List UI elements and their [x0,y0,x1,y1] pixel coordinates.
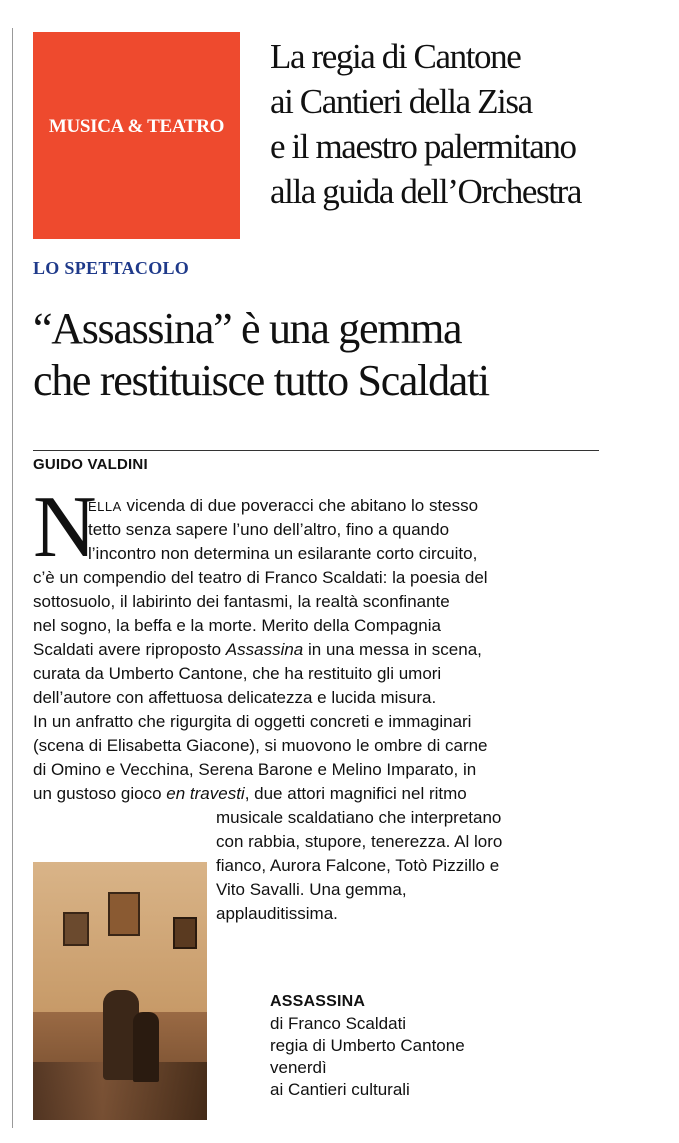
article-line: nel sogno, la beffa e la morte. Merito della Compagnia [33,616,441,635]
kicker: LO SPETTACOLO [33,258,190,278]
infobox-line: regia di Umberto Cantone [270,1036,465,1055]
article-line: con rabbia, stupore, tenerezza. Al loro [216,832,503,851]
dropcap: N [33,479,97,576]
infobox-line: di Franco Scaldati [270,1014,407,1033]
article-line: l’incontro non determina un esilarante corto circuito, [88,544,478,563]
deck [270,34,670,214]
stage-photo [33,862,207,1120]
deck-line: ai Cantieri della Zisa [270,82,532,121]
article-line: musicale scaldatiano che interpretano [216,808,502,827]
article-line [33,783,467,805]
photo-frame [173,917,197,949]
article-line: sottosuolo, il labirinto dei fantasmi, la realtà sconfinante [33,592,450,611]
deck-line: La regia di Cantone [270,37,521,76]
photo-actor [133,1012,159,1082]
article-line: curata da Umberto Cantone, che ha restituito gli umori [33,664,442,683]
byline: GUIDO VALDINI [33,456,148,473]
deck-line: e il maestro palermitano [270,127,576,166]
deck-line: alla guida dell’Orchestra [270,172,581,211]
headline-line: che restituisce tutto Scaldati [33,356,489,405]
article-line: dell’autore con affettuosa delicatezza e lucida misura. [33,688,437,707]
article-text: , due attori magnifici nel ritmo [244,784,467,803]
section-label: MUSICA & TEATRO [48,116,225,137]
photo-frame [63,912,89,946]
italic-phrase: en travesti [166,784,245,803]
headline [33,303,653,407]
divider [33,450,599,451]
infobox-line: ai Cantieri culturali [270,1080,410,1099]
article-text: un gustoso gioco [33,784,167,803]
article-line: c’è un compendio del teatro di Franco Scaldati: la poesia del [33,568,488,587]
article-text: Scaldati avere riproposto [33,640,226,659]
column-rule [12,28,13,1128]
italic-title: Assassina [225,640,304,659]
photo-frame [108,892,140,936]
section-box [33,32,240,239]
article-line: tetto senza sapere l’uno dell’altro, fino a quando [88,520,450,539]
article-line [33,639,482,661]
article-line: di Omino e Vecchina, Serena Barone e Melino Imparato, in [33,760,477,779]
article-line: fianco, Aurora Falcone, Totò Pizzillo e [216,856,500,875]
infobox-line: venerdì [270,1058,327,1077]
infobox-title: ASSASSINA [270,993,366,1010]
article-line: In un anfratto che rigurgita di oggetti concreti e immaginari [33,712,472,731]
article-line [88,495,478,518]
smallcaps-word: ELLA [88,499,122,514]
show-infobox [270,991,465,1101]
article-line: Vito Savalli. Una gemma, [216,880,407,899]
article-text: vicenda di due poveracci che abitano lo stesso [121,496,479,515]
article-text: in una messa in scena, [303,640,482,659]
headline-line: “Assassina” è una gemma [33,304,462,353]
article-line: (scena di Elisabetta Giacone), si muovono le ombre di carne [33,736,488,755]
article-line: applauditissima. [216,904,338,923]
